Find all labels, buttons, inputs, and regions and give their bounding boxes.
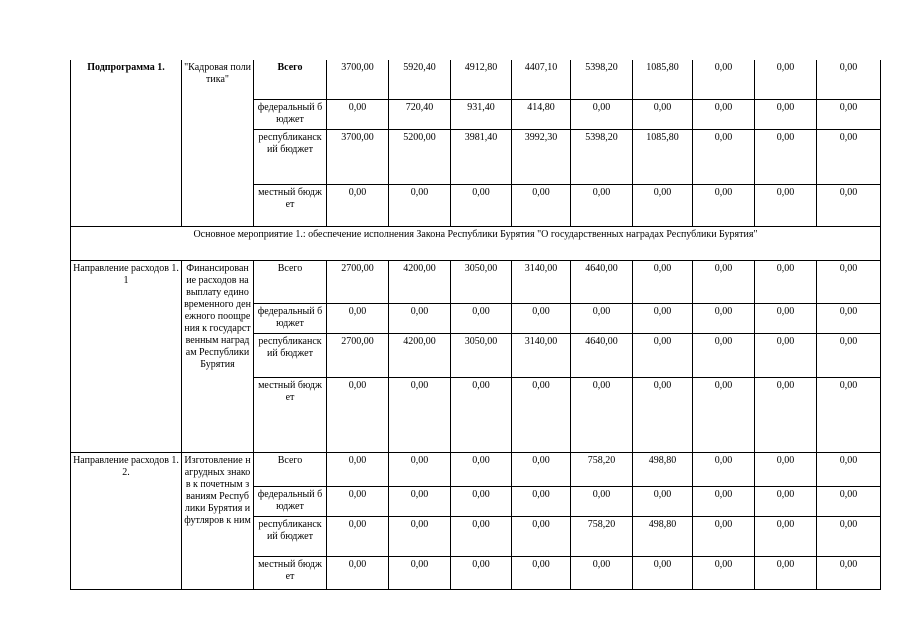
budget-table xyxy=(70,60,881,590)
budget-source-label: Всего xyxy=(254,452,327,486)
value-cell: 0,00 xyxy=(755,556,817,589)
value-cell: 0,00 xyxy=(693,516,755,556)
value-cell: 0,00 xyxy=(451,486,512,516)
value-cell: 758,20 xyxy=(571,516,633,556)
value-cell: 0,00 xyxy=(451,303,512,333)
value-cell: 0,00 xyxy=(389,486,451,516)
value-cell: 0,00 xyxy=(327,516,389,556)
value-cell: 0,00 xyxy=(633,556,693,589)
budget-source-label: республиканский бюджет xyxy=(254,129,327,184)
table-row xyxy=(71,60,881,99)
value-cell: 0,00 xyxy=(693,184,755,226)
main-measure-text: Основное мероприятие 1.: обеспечение исполнения Закона Республики Бурятия "О государственных наградах Республики Бурятия" xyxy=(71,226,881,260)
value-cell: 0,00 xyxy=(755,333,817,377)
value-cell: 931,40 xyxy=(451,99,512,129)
direction-name: Направление расходов 1.1 xyxy=(71,260,182,452)
value-cell: 0,00 xyxy=(755,260,817,303)
value-cell: 1085,80 xyxy=(633,60,693,99)
value-cell: 0,00 xyxy=(571,303,633,333)
value-cell: 5920,40 xyxy=(389,60,451,99)
subprogram-name: Подпрограмма 1. xyxy=(71,60,182,226)
value-cell: 0,00 xyxy=(389,303,451,333)
value-cell: 3050,00 xyxy=(451,260,512,303)
value-cell: 0,00 xyxy=(755,486,817,516)
value-cell: 0,00 xyxy=(389,452,451,486)
value-cell: 0,00 xyxy=(327,556,389,589)
value-cell: 2700,00 xyxy=(327,260,389,303)
value-cell: 0,00 xyxy=(755,377,817,452)
main-measure-row xyxy=(71,226,881,260)
table-row xyxy=(71,260,881,303)
value-cell: 0,00 xyxy=(327,303,389,333)
value-cell: 0,00 xyxy=(451,377,512,452)
value-cell: 0,00 xyxy=(817,260,881,303)
value-cell: 0,00 xyxy=(755,60,817,99)
value-cell: 0,00 xyxy=(755,99,817,129)
value-cell: 0,00 xyxy=(512,452,571,486)
value-cell: 0,00 xyxy=(817,377,881,452)
budget-source-label: федеральный бюджет xyxy=(254,303,327,333)
value-cell: 4640,00 xyxy=(571,333,633,377)
value-cell: 0,00 xyxy=(389,184,451,226)
value-cell: 0,00 xyxy=(755,303,817,333)
value-cell: 0,00 xyxy=(633,260,693,303)
value-cell: 0,00 xyxy=(693,486,755,516)
value-cell: 2700,00 xyxy=(327,333,389,377)
value-cell: 0,00 xyxy=(327,486,389,516)
value-cell: 0,00 xyxy=(451,556,512,589)
subprogram-title: "Кадровая политика" xyxy=(182,60,254,226)
value-cell: 0,00 xyxy=(571,99,633,129)
direction-description: Финансирование расходов на выплату единовременного денежного поощрения к государственным наградам Республики Бурятия xyxy=(182,260,254,452)
value-cell: 0,00 xyxy=(693,303,755,333)
value-cell: 0,00 xyxy=(693,129,755,184)
value-cell: 0,00 xyxy=(633,99,693,129)
value-cell: 0,00 xyxy=(389,516,451,556)
value-cell: 0,00 xyxy=(451,452,512,486)
value-cell: 0,00 xyxy=(512,303,571,333)
budget-source-label: республиканский бюджет xyxy=(254,516,327,556)
value-cell: 0,00 xyxy=(512,486,571,516)
value-cell: 0,00 xyxy=(755,452,817,486)
value-cell: 0,00 xyxy=(755,129,817,184)
value-cell: 0,00 xyxy=(817,556,881,589)
value-cell: 0,00 xyxy=(571,486,633,516)
value-cell: 0,00 xyxy=(693,556,755,589)
value-cell: 498,80 xyxy=(633,452,693,486)
budget-source-label: федеральный бюджет xyxy=(254,99,327,129)
value-cell: 0,00 xyxy=(327,452,389,486)
value-cell: 0,00 xyxy=(755,516,817,556)
budget-source-label: местный бюджет xyxy=(254,377,327,452)
direction-description: Изготовление нагрудных знаков к почетным званиям Республики Бурятия и футляров к ним xyxy=(182,452,254,589)
budget-source-label: Всего xyxy=(254,260,327,303)
value-cell: 5398,20 xyxy=(571,129,633,184)
value-cell: 498,80 xyxy=(633,516,693,556)
value-cell: 0,00 xyxy=(451,184,512,226)
value-cell: 0,00 xyxy=(817,129,881,184)
value-cell: 0,00 xyxy=(817,516,881,556)
value-cell: 0,00 xyxy=(327,377,389,452)
value-cell: 0,00 xyxy=(693,260,755,303)
value-cell: 3700,00 xyxy=(327,60,389,99)
value-cell: 0,00 xyxy=(693,60,755,99)
direction-name: Направление расходов 1.2. xyxy=(71,452,182,589)
value-cell: 0,00 xyxy=(389,556,451,589)
value-cell: 3700,00 xyxy=(327,129,389,184)
value-cell: 0,00 xyxy=(512,556,571,589)
value-cell: 1085,80 xyxy=(633,129,693,184)
value-cell: 4640,00 xyxy=(571,260,633,303)
value-cell: 3992,30 xyxy=(512,129,571,184)
value-cell: 3981,40 xyxy=(451,129,512,184)
value-cell: 0,00 xyxy=(512,516,571,556)
value-cell: 0,00 xyxy=(693,377,755,452)
value-cell: 0,00 xyxy=(633,184,693,226)
value-cell: 0,00 xyxy=(327,184,389,226)
value-cell: 0,00 xyxy=(817,60,881,99)
budget-source-label: местный бюджет xyxy=(254,556,327,589)
value-cell: 0,00 xyxy=(633,333,693,377)
value-cell: 0,00 xyxy=(389,377,451,452)
value-cell: 0,00 xyxy=(633,486,693,516)
budget-document xyxy=(70,60,880,590)
value-cell: 0,00 xyxy=(571,377,633,452)
value-cell: 3050,00 xyxy=(451,333,512,377)
budget-source-label: Всего xyxy=(254,60,327,99)
value-cell: 414,80 xyxy=(512,99,571,129)
value-cell: 0,00 xyxy=(633,377,693,452)
value-cell: 0,00 xyxy=(693,452,755,486)
value-cell: 0,00 xyxy=(817,99,881,129)
value-cell: 758,20 xyxy=(571,452,633,486)
value-cell: 4200,00 xyxy=(389,333,451,377)
table-row xyxy=(71,452,881,486)
value-cell: 0,00 xyxy=(451,516,512,556)
value-cell: 0,00 xyxy=(571,556,633,589)
value-cell: 0,00 xyxy=(693,99,755,129)
value-cell: 4407,10 xyxy=(512,60,571,99)
value-cell: 0,00 xyxy=(512,184,571,226)
value-cell: 0,00 xyxy=(693,333,755,377)
budget-source-label: местный бюджет xyxy=(254,184,327,226)
value-cell: 5398,20 xyxy=(571,60,633,99)
value-cell: 0,00 xyxy=(817,452,881,486)
value-cell: 0,00 xyxy=(817,184,881,226)
value-cell: 4912,80 xyxy=(451,60,512,99)
value-cell: 0,00 xyxy=(327,99,389,129)
value-cell: 0,00 xyxy=(817,486,881,516)
budget-source-label: республиканский бюджет xyxy=(254,333,327,377)
value-cell: 0,00 xyxy=(817,303,881,333)
value-cell: 3140,00 xyxy=(512,260,571,303)
value-cell: 0,00 xyxy=(755,184,817,226)
value-cell: 720,40 xyxy=(389,99,451,129)
budget-source-label: федеральный бюджет xyxy=(254,486,327,516)
value-cell: 4200,00 xyxy=(389,260,451,303)
value-cell: 0,00 xyxy=(512,377,571,452)
value-cell: 0,00 xyxy=(633,303,693,333)
value-cell: 0,00 xyxy=(571,184,633,226)
value-cell: 3140,00 xyxy=(512,333,571,377)
value-cell: 0,00 xyxy=(817,333,881,377)
value-cell: 5200,00 xyxy=(389,129,451,184)
